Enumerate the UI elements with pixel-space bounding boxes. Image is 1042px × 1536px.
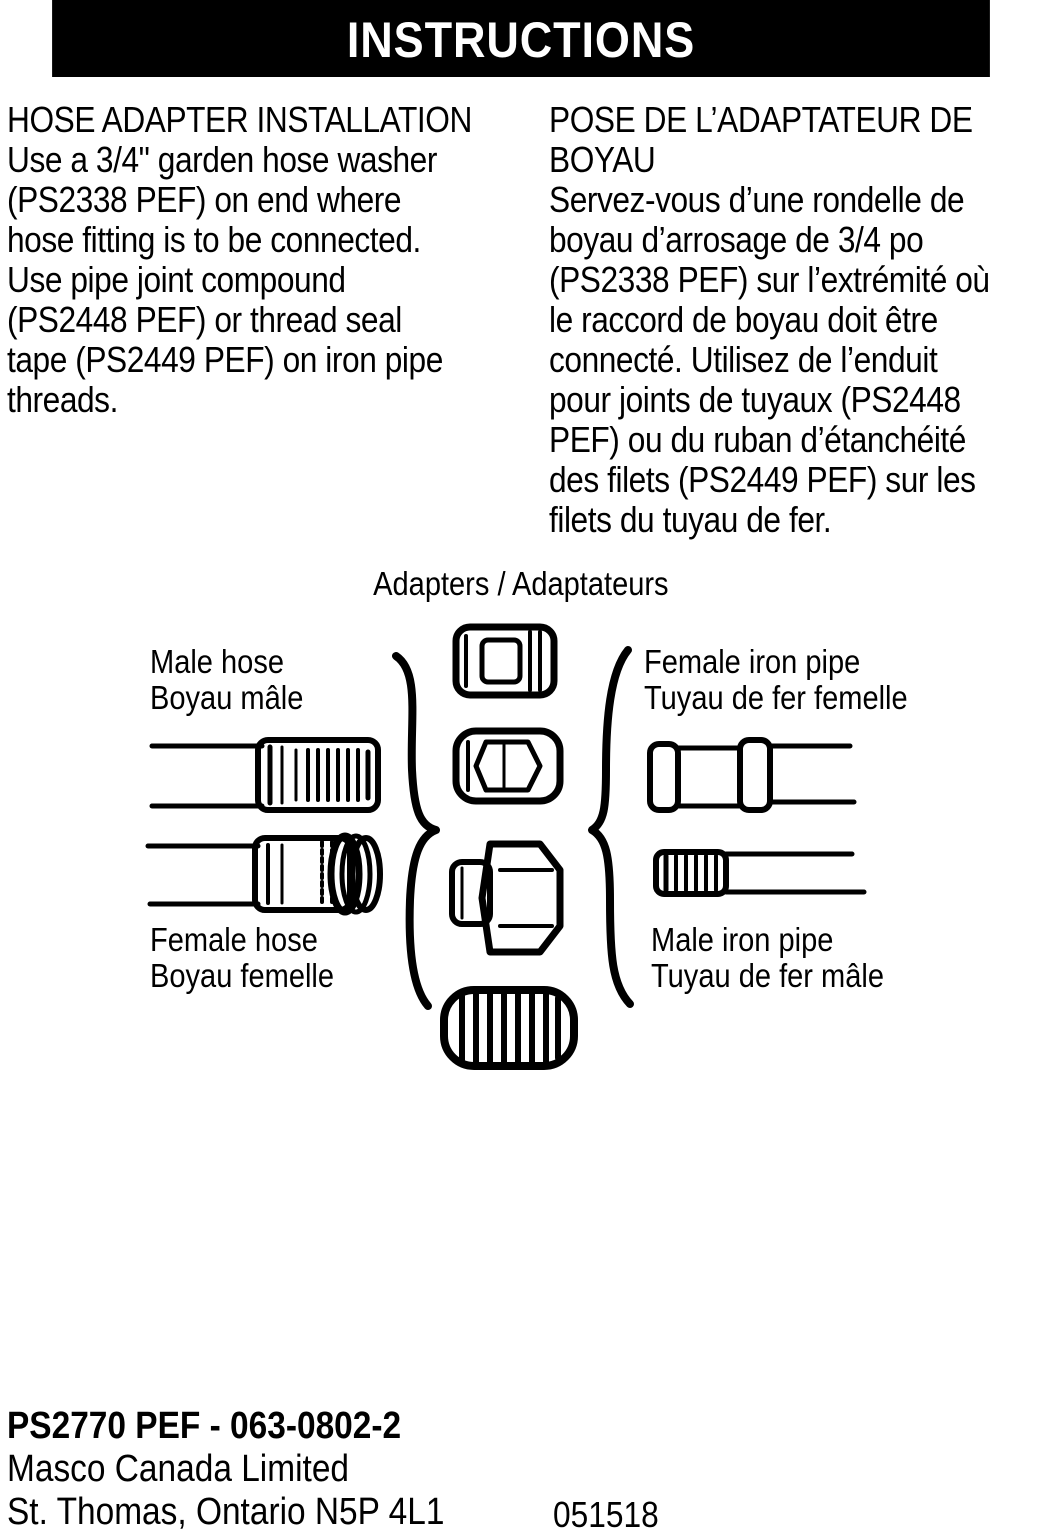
female-hose-label [150, 922, 334, 994]
female-iron-pipe-label [644, 644, 908, 716]
adapters-caption: Adapters / Adaptateurs [373, 565, 669, 602]
male-iron-pipe-icon [656, 852, 864, 894]
french-line: PEF) ou du ruban d’étanchéité [549, 419, 966, 460]
right-brace-icon [592, 650, 630, 1004]
document-number: 051518 [553, 1494, 659, 1535]
male-hose-label-fr: Boyau mâle [150, 679, 304, 716]
french-line: des filets (PS2449 PEF) sur les [549, 459, 976, 500]
female-iron-pipe-label-fr: Tuyau de fer femelle [644, 679, 908, 716]
english-instructions [7, 100, 500, 420]
english-line: hose fitting is to be connected. [7, 219, 421, 260]
female-iron-pipe-icon [650, 740, 854, 810]
left-brace-icon [396, 656, 436, 1006]
french-line: (PS2338 PEF) sur l’extrémité où [549, 259, 990, 300]
adapter-4-icon [444, 990, 574, 1066]
adapter-2-icon [456, 731, 560, 801]
adapter-3-icon [452, 844, 560, 952]
french-instructions [549, 100, 1042, 540]
male-iron-pipe-label-fr: Tuyau de fer mâle [651, 957, 884, 994]
english-line: tape (PS2449 PEF) on iron pipe [7, 339, 443, 380]
french-heading: POSE DE L’ADAPTATEUR DE [549, 99, 973, 140]
french-line: boyau d’arrosage de 3/4 po [549, 219, 924, 260]
english-line: Use a 3/4" garden hose washer [7, 139, 437, 180]
male-iron-pipe-label-en: Male iron pipe [651, 921, 834, 958]
male-hose-label-en: Male hose [150, 643, 284, 680]
instructions-banner: INSTRUCTIONS [52, 0, 990, 77]
product-code: PS2770 PEF - 063-0802-2 [7, 1405, 402, 1447]
french-line: connecté. Utilisez de l’enduit [549, 339, 938, 380]
french-heading: BOYAU [549, 139, 656, 180]
english-line: (PS2338 PEF) on end where [7, 179, 402, 220]
male-iron-pipe-label [651, 922, 884, 994]
french-line: le raccord de boyau doit être [549, 299, 938, 340]
female-hose-icon [148, 836, 380, 912]
adapter-1-icon [456, 627, 554, 695]
female-hose-label-en: Female hose [150, 921, 318, 958]
male-hose-icon [152, 740, 378, 810]
french-line: filets du tuyau de fer. [549, 499, 832, 540]
male-hose-label [150, 644, 303, 716]
english-line: threads. [7, 379, 118, 420]
female-hose-label-fr: Boyau femelle [150, 957, 335, 994]
english-heading: HOSE ADAPTER INSTALLATION [7, 99, 472, 140]
english-line: Use pipe joint compound [7, 259, 346, 300]
english-line: (PS2448 PEF) or thread seal [7, 299, 402, 340]
company-name: Masco Canada Limited [7, 1448, 350, 1490]
french-line: Servez-vous d’une rondelle de [549, 179, 965, 220]
footer-block [7, 1405, 444, 1534]
french-line: pour joints de tuyaux (PS2448 [549, 379, 961, 420]
female-iron-pipe-label-en: Female iron pipe [644, 643, 861, 680]
company-address: St. Thomas, Ontario N5P 4L1 [7, 1491, 445, 1533]
